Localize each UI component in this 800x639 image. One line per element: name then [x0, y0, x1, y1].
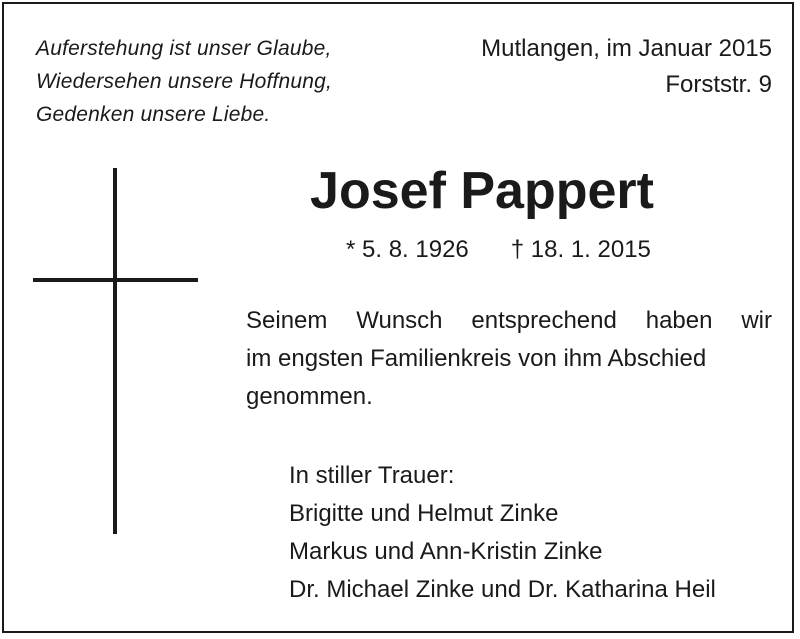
mourners-heading: In stiller Trauer: [289, 462, 455, 489]
mourner-name: Markus und Ann-Kristin Zinke [289, 538, 603, 565]
mourner-name: Dr. Michael Zinke und Dr. Katharina Heil [289, 576, 716, 603]
message-line: genommen. [246, 383, 373, 410]
cross-vertical-bar [113, 168, 117, 534]
deceased-name: Josef Pappert [310, 162, 654, 220]
mourner-name: Brigitte und Helmut Zinke [289, 500, 559, 527]
place-and-address [481, 31, 772, 103]
farewell-message [246, 302, 772, 416]
motto-line: Gedenken unsere Liebe. [36, 103, 271, 126]
message-line: im engsten Familienkreis von ihm Abschied [246, 345, 707, 372]
motto-line: Wiedersehen unsere Hoffnung, [36, 70, 333, 93]
motto-line: Auferstehung ist unser Glaube, [36, 37, 332, 60]
life-dates [346, 235, 651, 265]
death-date: † 18. 1. 2015 [510, 236, 651, 263]
birth-date: * 5. 8. 1926 [346, 236, 469, 263]
street-address: Forststr. 9 [665, 71, 772, 98]
location-date: Mutlangen, im Januar 2015 [481, 35, 772, 62]
motto-verse [36, 32, 332, 131]
cross-horizontal-bar [33, 278, 198, 282]
mourners-list [289, 457, 716, 609]
message-line: Seinem Wunsch entsprechend haben wir [246, 307, 772, 334]
